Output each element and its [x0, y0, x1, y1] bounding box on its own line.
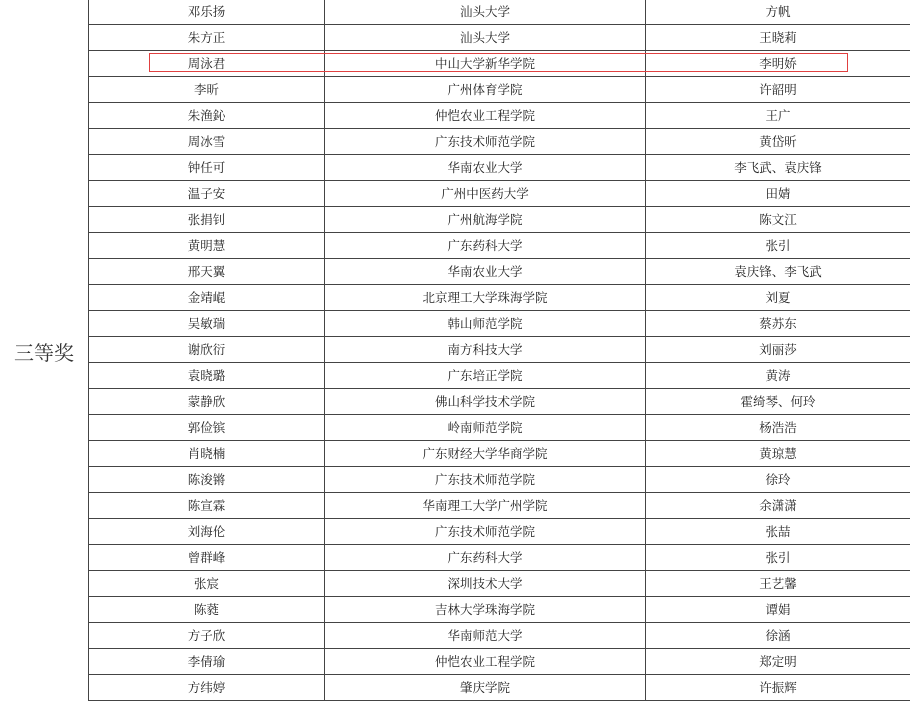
school-cell: 广州中医药大学	[325, 181, 646, 207]
table-row	[89, 519, 910, 545]
table-row	[89, 103, 910, 129]
table-row	[89, 285, 910, 311]
advisor-cell: 王艺馨	[646, 571, 910, 597]
advisor-cell: 陈文江	[646, 207, 910, 233]
table-row	[89, 311, 910, 337]
school-cell: 广州体育学院	[325, 77, 646, 103]
school-cell: 韩山师范学院	[325, 311, 646, 337]
table-row	[89, 0, 910, 25]
student-name-cell: 邓乐扬	[89, 0, 325, 25]
table-row	[89, 207, 910, 233]
school-cell: 仲恺农业工程学院	[325, 103, 646, 129]
school-cell: 广东技术师范学院	[325, 129, 646, 155]
advisor-cell: 许韶明	[646, 77, 910, 103]
student-name-cell: 张宸	[89, 571, 325, 597]
table-row	[89, 597, 910, 623]
student-name-cell: 吴敏瑞	[89, 311, 325, 337]
advisor-cell: 徐玲	[646, 467, 910, 493]
advisor-cell: 刘夏	[646, 285, 910, 311]
student-name-cell: 温子安	[89, 181, 325, 207]
advisor-cell: 张引	[646, 545, 910, 571]
student-name-cell: 方子欣	[89, 623, 325, 649]
student-name-cell: 黄明慧	[89, 233, 325, 259]
table-row	[89, 389, 910, 415]
school-cell: 华南师范大学	[325, 623, 646, 649]
advisor-cell: 霍绮琴、何玲	[646, 389, 910, 415]
advisor-cell: 李明娇	[646, 51, 910, 77]
student-name-cell: 李倩瑜	[89, 649, 325, 675]
advisor-cell: 田婧	[646, 181, 910, 207]
student-name-cell: 肖晓楠	[89, 441, 325, 467]
award-level-cell: 三等奖	[0, 0, 88, 704]
school-cell: 广东培正学院	[325, 363, 646, 389]
student-name-cell: 谢欣衍	[89, 337, 325, 363]
advisor-cell: 王广	[646, 103, 910, 129]
school-cell: 汕头大学	[325, 25, 646, 51]
table-row	[89, 415, 910, 441]
student-name-cell: 陈宣霖	[89, 493, 325, 519]
school-cell: 中山大学新华学院	[325, 51, 646, 77]
student-name-cell: 金靖崐	[89, 285, 325, 311]
advisor-cell: 徐涵	[646, 623, 910, 649]
table-row	[89, 129, 910, 155]
table-row	[89, 493, 910, 519]
award-rows	[89, 0, 910, 701]
school-cell: 广东技术师范学院	[325, 467, 646, 493]
student-name-cell: 袁晓璐	[89, 363, 325, 389]
school-cell: 仲恺农业工程学院	[325, 649, 646, 675]
school-cell: 吉林大学珠海学院	[325, 597, 646, 623]
advisor-cell: 王晓莉	[646, 25, 910, 51]
school-cell: 岭南师范学院	[325, 415, 646, 441]
table-row	[89, 467, 910, 493]
advisor-cell: 张喆	[646, 519, 910, 545]
school-cell: 深圳技术大学	[325, 571, 646, 597]
table-row	[89, 181, 910, 207]
student-name-cell: 郭俭镔	[89, 415, 325, 441]
table-row	[89, 233, 910, 259]
school-cell: 肇庆学院	[325, 675, 646, 701]
advisor-cell: 李飞武、袁庆锋	[646, 155, 910, 181]
student-name-cell: 朱渔鈊	[89, 103, 325, 129]
award-table	[88, 0, 910, 701]
student-name-cell: 陈蕤	[89, 597, 325, 623]
school-cell: 广东财经大学华商学院	[325, 441, 646, 467]
student-name-cell: 邢天翼	[89, 259, 325, 285]
student-name-cell: 曾群峰	[89, 545, 325, 571]
school-cell: 佛山科学技术学院	[325, 389, 646, 415]
student-name-cell: 周泳君	[89, 51, 325, 77]
advisor-cell: 余潇潇	[646, 493, 910, 519]
advisor-cell: 黄涛	[646, 363, 910, 389]
student-name-cell: 张捐钊	[89, 207, 325, 233]
student-name-cell: 周冰雪	[89, 129, 325, 155]
advisor-cell: 袁庆锋、李飞武	[646, 259, 910, 285]
table-row	[89, 77, 910, 103]
school-cell: 汕头大学	[325, 0, 646, 25]
student-name-cell: 朱方正	[89, 25, 325, 51]
advisor-cell: 郑定明	[646, 649, 910, 675]
school-cell: 华南理工大学广州学院	[325, 493, 646, 519]
table-row	[89, 51, 910, 77]
advisor-cell: 黄琼慧	[646, 441, 910, 467]
advisor-cell: 杨浩浩	[646, 415, 910, 441]
student-name-cell: 方纬婷	[89, 675, 325, 701]
advisor-cell: 张引	[646, 233, 910, 259]
advisor-cell: 谭娟	[646, 597, 910, 623]
school-cell: 广东技术师范学院	[325, 519, 646, 545]
advisor-cell: 黄岱昕	[646, 129, 910, 155]
table-row	[89, 441, 910, 467]
student-name-cell: 刘海伦	[89, 519, 325, 545]
student-name-cell: 李昕	[89, 77, 325, 103]
advisor-cell: 方帆	[646, 0, 910, 25]
table-row	[89, 259, 910, 285]
advisor-cell: 许振辉	[646, 675, 910, 701]
school-cell: 南方科技大学	[325, 337, 646, 363]
school-cell: 广东药科大学	[325, 545, 646, 571]
school-cell: 华南农业大学	[325, 259, 646, 285]
school-cell: 广东药科大学	[325, 233, 646, 259]
table-row	[89, 571, 910, 597]
table-row	[89, 623, 910, 649]
school-cell: 北京理工大学珠海学院	[325, 285, 646, 311]
table-row	[89, 649, 910, 675]
advisor-cell: 蔡苏东	[646, 311, 910, 337]
table-row	[89, 25, 910, 51]
school-cell: 广州航海学院	[325, 207, 646, 233]
table-row	[89, 675, 910, 701]
student-name-cell: 钟任可	[89, 155, 325, 181]
student-name-cell: 蒙静欣	[89, 389, 325, 415]
table-row	[89, 155, 910, 181]
table-row	[89, 363, 910, 389]
table-row	[89, 545, 910, 571]
table-row	[89, 337, 910, 363]
student-name-cell: 陈浚锵	[89, 467, 325, 493]
school-cell: 华南农业大学	[325, 155, 646, 181]
advisor-cell: 刘丽莎	[646, 337, 910, 363]
